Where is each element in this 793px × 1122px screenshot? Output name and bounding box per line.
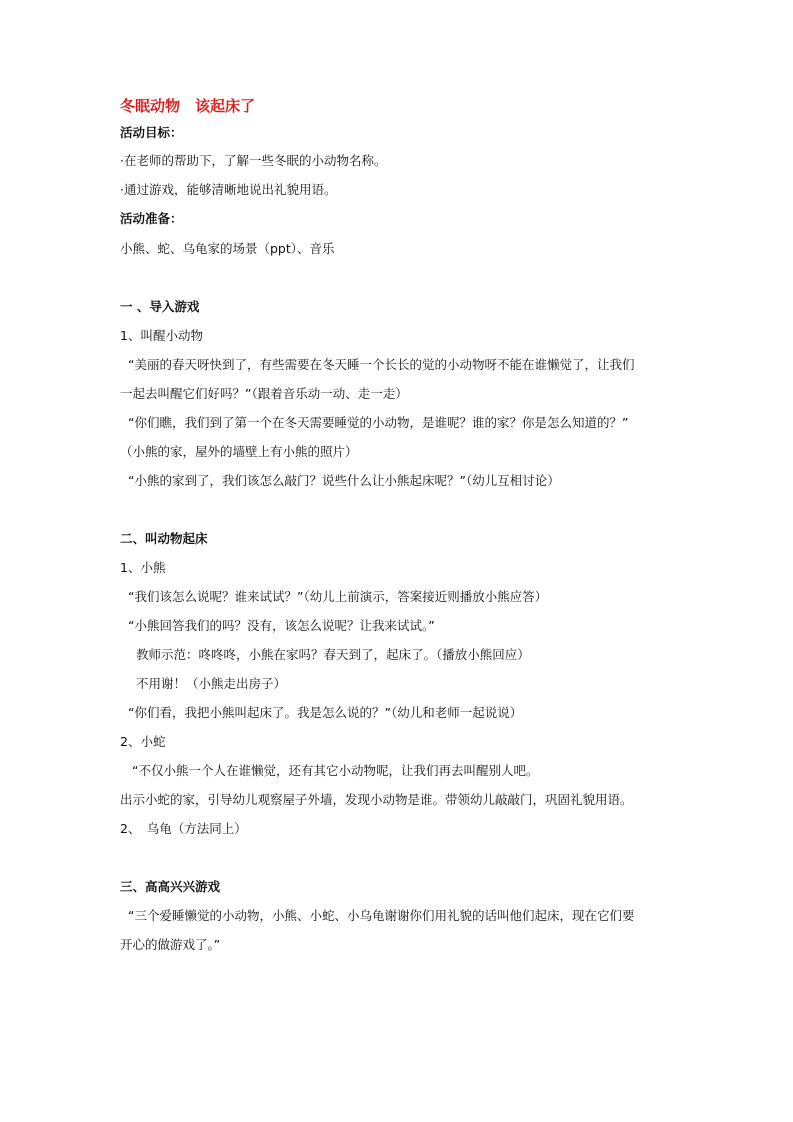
section-heading: 三、高高兴兴游戏 [120,879,221,894]
paragraph-line: “你们看，我把小熊叫起床了。我是怎么说的？”（幼儿和老师一起说说） [128,705,523,720]
paragraph-line: 不用谢！（小熊走出房子） [136,676,287,691]
paragraph-line: “我们该怎么说呢？谁来试试？”（幼儿上前演示，答案接近则播放小熊应答） [128,589,548,604]
section-heading: 二、叫动物起床 [120,531,208,546]
paragraph-line: “三个爱睡懒觉的小动物，小熊、小蛇、小乌龟谢谢你们用礼貌的话叫他们起床，现在它们要 [128,908,635,923]
paragraph-line: “小熊回答我们的吗？没有，该怎么说呢？让我来试试。” [128,618,435,633]
paragraph-line: “不仅小熊一个人在谁懒觉，还有其它小动物呢，让我们再去叫醒别人吧。 [132,763,539,778]
goal-item: ·在老师的帮助下，了解一些冬眠的小动物名称。 [120,153,387,168]
paragraph-line: “你们瞧，我们到了第一个在冬天需要睡觉的小动物，是谁呢？谁的家？你是怎么知道的？” [128,415,629,430]
paragraph-line: 一起去叫醒它们好吗？”（跟着音乐动一动、走一走） [120,386,408,401]
paragraph-line: 教师示范：咚咚咚，小熊在家吗？春天到了，起床了。（播放小熊回应） [136,647,530,662]
section-subheading: 1、小熊 [120,560,166,575]
section-heading: 一 、导入游戏 [120,299,200,314]
paragraph-line: “美丽的春天呀快到了，有些需要在冬天睡一个长长的觉的小动物呀不能在谁懒觉了，让我们 [128,357,635,372]
section-subheading: 2、小蛇 [120,734,166,749]
paragraph-line: 开心的做游戏了。” [120,937,221,952]
prep-text: 小熊、蛇、乌龟家的场景（ppt）、音乐 [120,241,335,256]
section-subheading: 1、叫醒小动物 [120,328,203,343]
section-subheading: 2、 乌龟（方法同上） [120,821,247,836]
goals-heading: 活动目标： [120,125,183,140]
paragraph-line: （小熊的家，屋外的墙壁上有小熊的照片） [120,444,358,459]
page-title: 冬眠动物 该起床了 [120,97,256,115]
paragraph-line: 出示小蛇的家，引导幼儿观察屋子外墙，发现小动物是谁。带领幼儿敲敲门，巩固礼貌用语。 [120,792,633,807]
paragraph-line: “小熊的家到了，我们该怎么敲门？说些什么让小熊起床呢？”（幼儿互相讨论） [128,473,560,488]
goal-item: ·通过游戏，能够清晰地说出礼貌用语。 [120,182,337,197]
prep-heading: 活动准备： [120,211,183,226]
